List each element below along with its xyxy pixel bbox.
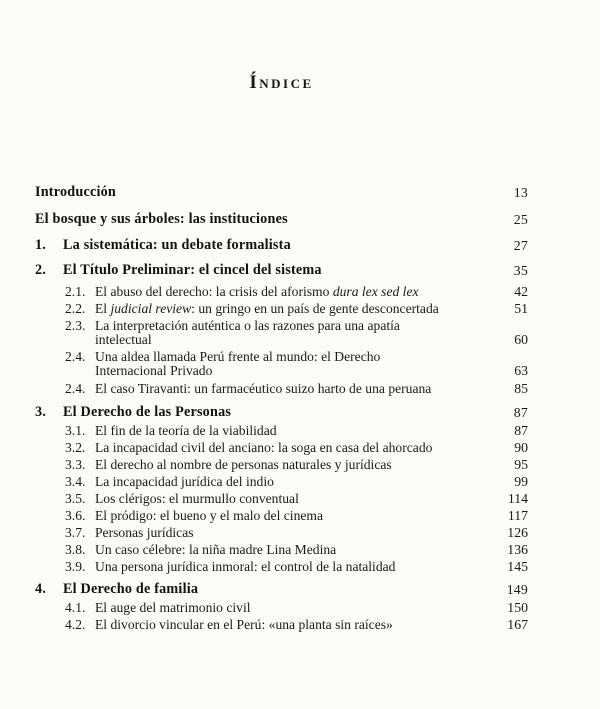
toc-entry-number: 3.1. [65,423,86,438]
toc-entry-cap-2 [35,263,528,278]
toc-list [35,183,528,632]
toc-entry-number: 2.3. [65,318,86,333]
toc-entry-page: 87 [514,423,528,438]
toc-entry-number: 3.4. [65,474,86,489]
toc-entry-cap-1 [35,238,528,253]
toc-entry-label: El judicial review: un gringo en un país de gente desconcertada [95,301,439,316]
toc-entry-label: El Derecho de las Personas [63,404,232,420]
toc-entry-sec-2-3 [35,319,528,347]
toc-entry-page: 51 [514,301,528,316]
toc-entry-label: El Título Preliminar: el cincel del sistema [63,262,322,278]
toc-entry-sec-2-2 [35,302,528,316]
toc-entry-page: 117 [507,508,528,523]
toc-entry-number: 3.8. [65,542,86,557]
toc-entry-sec-4-2 [35,618,528,632]
toc-entry-sec-3-2 [35,441,528,455]
toc-entry-page: 60 [514,332,528,347]
toc-entry-label: Los clérigos: el murmullo conventual [95,491,299,506]
toc-entry-number: 1. [35,237,47,253]
toc-entry-sec-3-7 [35,526,528,540]
toc-entry-label: La incapacidad jurídica del indio [95,474,274,489]
toc-entry-number: 2.4. [65,381,86,396]
toc-entry-sec-4-1 [35,601,528,615]
toc-entry-page: 35 [513,263,528,278]
toc-entry-page: 90 [514,440,528,455]
toc-entry-number: 3. [35,404,47,420]
toc-entry-sec-2-4-b [35,382,528,396]
page-title: Índice [249,72,314,93]
toc-entry-label: Una aldea llamada Perú frente al mundo: el Derecho Internacional Privado [95,349,381,378]
toc-entry-page: 149 [506,582,528,597]
toc-entry-sec-3-5 [35,492,528,506]
toc-entry-number: 2. [35,262,47,278]
toc-entry-page: 150 [507,600,528,615]
toc-entry-number: 3.2. [65,440,86,455]
toc-entry-label: El divorcio vincular en el Perú: «una planta sin raíces» [95,617,393,632]
toc-entry-label: El pródigo: el bueno y el malo del cinema [95,508,324,523]
toc-entry-label: El auge del matrimonio civil [95,600,251,615]
toc-entry-label: El bosque y sus árboles: las instituciones [35,211,288,227]
toc-entry-page: 87 [513,405,528,420]
toc-entry-cap-4 [35,582,528,597]
toc-entry-number: 2.2. [65,301,86,316]
toc-entry-label: El abuso del derecho: la crisis del aforismo dura lex sed lex [95,284,419,299]
toc-entry-sec-3-4 [35,475,528,489]
toc-entry-label: La sistemática: un debate formalista [63,237,291,253]
toc-entry-label: La interpretación auténtica o las razones para una apatía intelectual [95,318,400,347]
toc-entry-sec-3-1 [35,424,528,438]
toc-entry-label: El fin de la teoría de la viabilidad [95,423,277,438]
toc-entry-number: 4.1. [65,600,86,615]
toc-entry-introduccion [35,185,528,200]
toc-entry-number: 3.6. [65,508,86,523]
toc-entry-cap-3 [35,405,528,420]
toc-entry-number: 3.9. [65,559,86,574]
toc-entry-sec-3-9 [35,560,528,574]
toc-entry-page: 63 [514,363,528,378]
toc-entry-number: 3.7. [65,525,86,540]
toc-entry-page: 114 [507,491,528,506]
toc-entry-page: 145 [507,559,528,574]
toc-entry-label: Una persona jurídica inmoral: el control de la natalidad [95,559,396,574]
toc-entry-el-bosque [35,212,528,227]
toc-entry-label: El caso Tiravanti: un farmacéutico suizo harto de una peruana [95,381,432,396]
toc-entry-page: 99 [514,474,528,489]
toc-entry-number: 3.3. [65,457,86,472]
toc-entry-label: Introducción [35,184,116,200]
toc-entry-page: 126 [507,525,528,540]
toc-entry-sec-3-3 [35,458,528,472]
toc-entry-page: 95 [514,457,528,472]
toc-entry-page: 13 [513,185,528,200]
toc-entry-page: 85 [514,381,528,396]
toc-entry-page: 136 [507,542,528,557]
toc-entry-page: 167 [507,617,528,632]
toc-entry-page: 27 [513,238,528,253]
toc-entry-number: 4. [35,581,47,597]
toc-entry-number: 3.5. [65,491,86,506]
toc-entry-sec-3-6 [35,509,528,523]
toc-entry-page: 25 [513,212,528,227]
toc-entry-label: La incapacidad civil del anciano: la soga en casa del ahorcado [95,440,433,455]
toc-entry-number: 4.2. [65,617,86,632]
toc-entry-sec-2-1 [35,285,528,299]
toc-entry-page: 42 [514,284,528,299]
toc-entry-sec-3-8 [35,543,528,557]
toc-entry-label: Personas jurídicas [95,525,194,540]
toc-entry-sec-2-4-a [35,350,528,378]
toc-entry-label: Un caso célebre: la niña madre Lina Medina [95,542,337,557]
toc-entry-label: El derecho al nombre de personas naturales y jurídicas [95,457,392,472]
toc-entry-label: El Derecho de familia [63,581,199,597]
toc-entry-number: 2.4. [65,349,86,364]
toc-entry-number: 2.1. [65,284,86,299]
